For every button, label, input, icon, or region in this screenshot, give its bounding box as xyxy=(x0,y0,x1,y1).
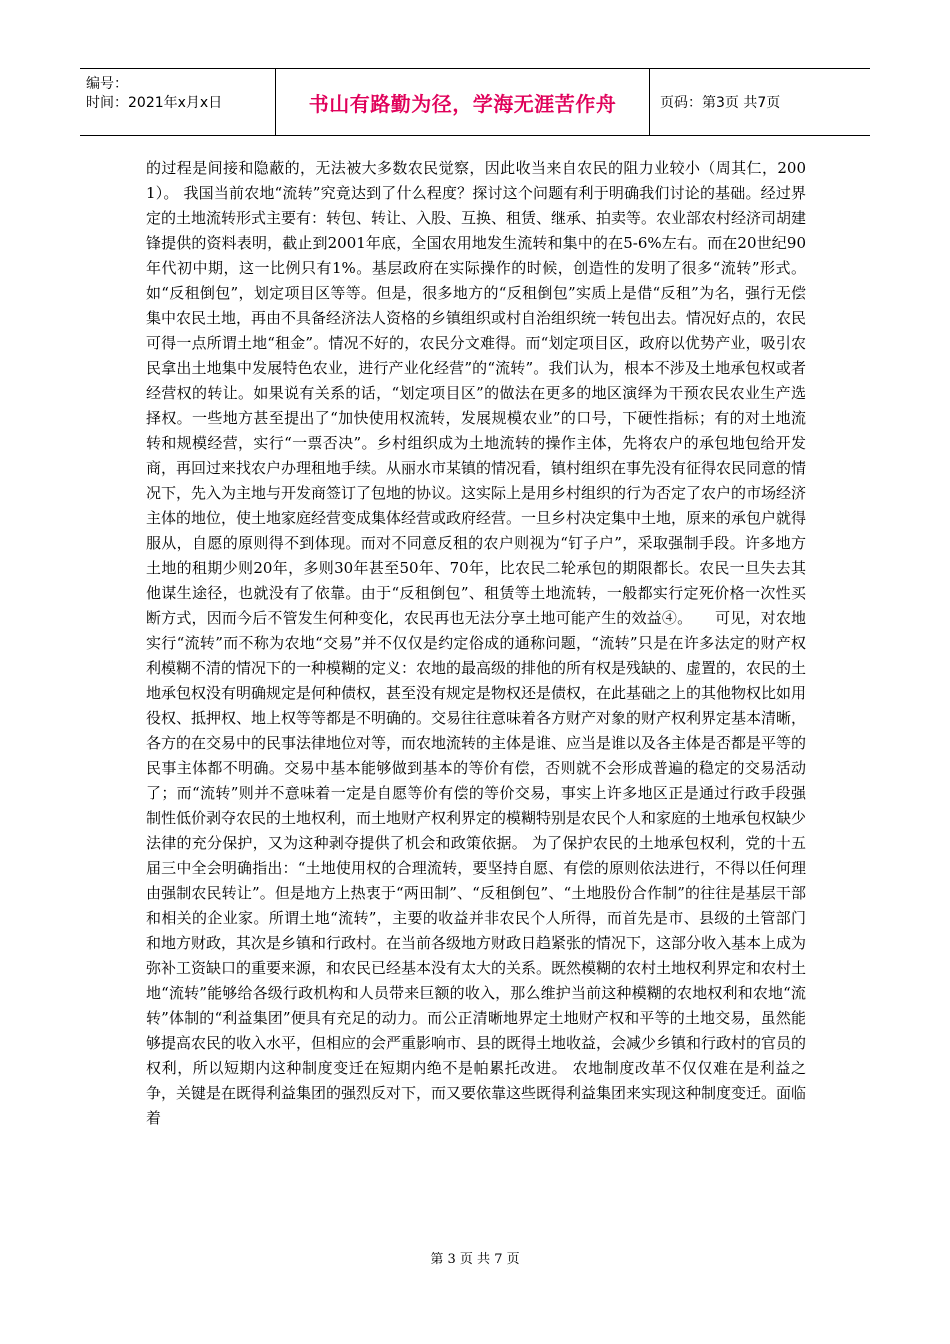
body-paragraph: 的过程是间接和隐蔽的，无法被大多数农民觉察，因此收当来自农民的阻力业较小（周其仁，2001）。 我国当前农地“流转”究竟达到了什么程度？探讨这个问题有利于明确我们讨论的基础。经过界定的土地流转形式主要有：转包、转让、入股、互换、租赁、继承、拍卖等。农业部农村经济司胡建锋提供的资料表明，截止到2001年底，全国农用地发生流转和集中的在5-6%左右。而在20世纪90年代初中期，这一比例只有1%。基层政府在实际操作的时候，创造性的发明了很多“流转”形式。如“反租倒包”，划定项目区等等。但是，很多地方的“反租倒包”实质上是借“反租”为名，强行无偿集中农民土地，再由不具备经济法人资格的乡镇组织或村自治组织统一转包出去。情况好点的，农民可得一点所谓土地“租金”。情况不好的，农民分文难得。而“划定项目区，政府以优势产业，吸引农民拿出土地集中发展特色农业，进行产业化经营”的“流转”。我们认为，根本不涉及土地承包权或者经营权的转让。如果说有关系的话，“划定项目区”的做法在更多的地区演绎为干预农民农业生产选择权。一些地方甚至提出了“加快使用权流转，发展规模农业”的口号，下硬性指标；有的对土地流转和规模经营，实行“一票否决”。乡村组织成为土地流转的操作主体，先将农户的承包地包给开发商，再回过来找农户办理租地手续。从丽水市某镇的情况看，镇村组织在事先没有征得农民同意的情况下，先入为主地与开发商签订了包地的协议。这实际上是用乡村组织的行为否定了农户的市场经济主体的地位，使土地家庭经营变成集体经营或政府经营。一旦乡村决定集中土地，原来的承包户就得服从，自愿的原则得不到体现。而对不同意反租的农户则视为“钉子户”，采取强制手段。许多地方土地的租期少则20年，多则30年甚至50年、70年，比农民二轮承包的期限都长。农民一旦失去其他谋生途径，也就没有了依靠。由于“反租倒包”、租赁等土地流转，一般都实行定死价格一次性买断方式，因而今后不管发生何种变化，农民再也无法分享土地可能产生的效益④。 可见，对农地实行“流转”而不称为农地“交易”并不仅仅是约定俗成的通称问题，“流转”只是在许多法定的财产权利模糊不清的情况下的一种模糊的定义：农地的最高级的排他的所有权是残缺的、虚置的，农民的土地承包权没有明确规定是何种债权，甚至没有规定是物权还是债权，在此基础之上的其他物权比如用役权、抵押权、地上权等等都是不明确的。交易往往意味着各方财产对象的财产权利界定基本清晰，各方的在交易中的民事法律地位对等，而农地流转的主体是谁、应当是谁以及各主体是否都是平等的民事主体都不明确。交易中基本能够做到基本的等价有偿，否则就不会形成普遍的稳定的交易活动了；而“流转”则并不意味着一定是自愿等价有偿的等价交易，事实上许多地区正是通过行政手段强制性低价剥夺农民的土地权利，而土地财产权利界定的模糊特别是农民个人和家庭的土地承包权缺少法律的充分保护，又为这种剥夺提供了机会和政策依据。 为了保护农民的土地承包权利，党的十五届三中全会明确指出：“土地使用权的合理流转，要坚持自愿、有偿的原则依法进行，不得以任何理由强制农民转让”。但是地方上热衷于“两田制”、“反租倒包”、“土地股份合作制”的往往是基层干部和相关的企业家。所谓土地“流转”，主要的收益并非农民个人所得，而首先是市、县级的土管部门和地方财政，其次是乡镇和行政村。在当前各级地方财政日趋紧张的情况下，这部分收入基本上成为弥补工资缺口的重要来源，和农民已经基本没有太大的关系。既然模糊的农村土地权利界定和农村土地“流转”能够给各级行政机构和人员带来巨额的收入，那么维护当前这种模糊的农地权利和农地“流转”体制的“利益集团”便具有充足的动力。而公正清晰地界定土地财产权和平等的土地交易，虽然能够提高农民的收入水平，但相应的会严重影响市、县的既得土地收益，会减少乡镇和行政村的官员的权利，所以短期内这种制度变迁在短期内绝不是帕累托改进。 农地制度改革不仅仅难在是利益之争，关键是在既得利益集团的强烈反对下，而又要依靠这些既得利益集团来实现这种制度变迁。面临着 xyxy=(146,159,807,1127)
header-motto: 书山有路勤为径，学海无涯苦作舟 xyxy=(276,69,650,135)
document-date-label: 时间：2021年x月x日 xyxy=(86,95,223,111)
document-number-label: 编号： xyxy=(86,76,128,92)
header-meta xyxy=(80,69,276,135)
page-footer: 第 3 页 共 7 页 xyxy=(430,1252,520,1267)
page-header xyxy=(80,68,870,136)
header-page-number: 页码：第3页 共7页 xyxy=(660,95,781,111)
document-body xyxy=(146,156,806,1131)
